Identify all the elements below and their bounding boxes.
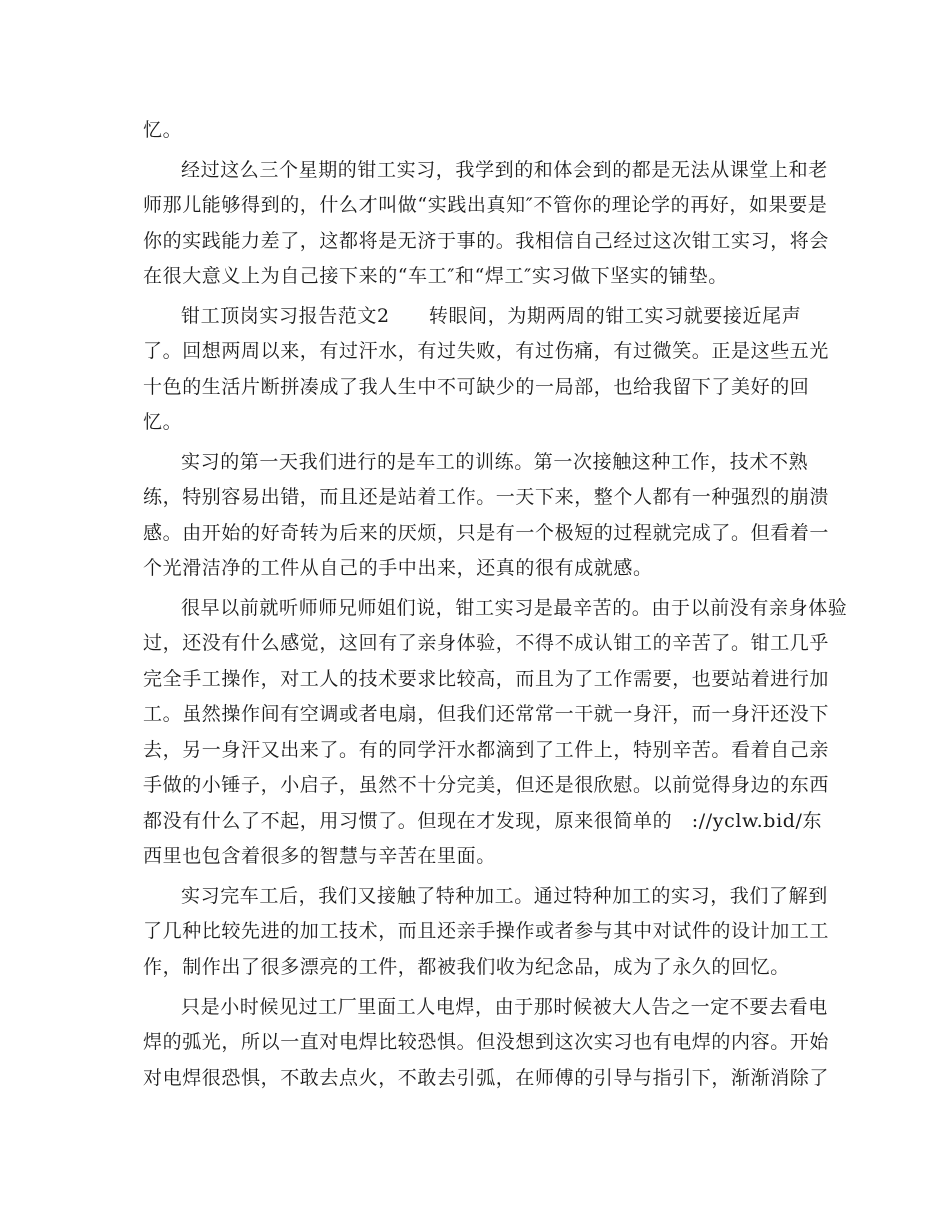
text-line: 你的实践能力差了，这都将是无济于事的。我相信自己经过这次钳工实习，将会 [143, 230, 830, 252]
text-line: 都没有什么了不起，用习惯了。但现在才发现，原来很简单的 ://yclw.bid/东 [143, 810, 823, 832]
paragraph-first-line: 经过这么三个星期的钳工实习，我学到的和体会到的都是无法从课堂上和老 [181, 159, 828, 181]
text-line: 十色的生活片断拼凑成了我人生中不可缺少的一局部，也给我留下了美好的回 [143, 376, 810, 398]
paragraph-first-line: 钳工顶岗实习报告范文2 转眼间，为期两周的钳工实习就要接近尾声 [181, 305, 802, 327]
text-line: 过，还没有什么感觉，这回有了亲身体验，不得不成认钳工的辛苦了。钳工几乎 [143, 632, 830, 654]
text-line: 手做的小锤子，小启子，虽然不十分完美，但还是很欣慰。以前觉得身边的东西 [143, 774, 830, 796]
text-line: 个光滑洁净的工件从自己的手中出来，还真的很有成就感。 [143, 557, 653, 579]
text-line: 去，另一身汗又出来了。有的同学汗水都滴到了工件上，特别辛苦。看着自己亲 [143, 739, 830, 761]
text-line: 作，制作出了很多漂亮的工件，都被我们收为纪念品，成为了永久的回忆。 [143, 956, 790, 978]
paragraph-first-line: 只是小时候见过工厂里面工人电焊，由于那时候被大人告之一定不要去看电 [181, 996, 828, 1018]
text-line: 师那儿能够得到的，什么才叫做“实践出真知″不管你的理论学的再好，如果要是 [143, 194, 828, 216]
text-line: 工。虽然操作间有空调或者电扇，但我们还常常一干就一身汗，而一身汗还没下 [143, 703, 830, 725]
text-line: 感。由开始的好奇转为后来的厌烦，只是有一个极短的过程就完成了。但看着一 [143, 522, 830, 544]
text-line: 完全手工操作，对工人的技术要求比较高，而且为了工作需要，也要站着进行加 [143, 668, 830, 690]
text-line: 西里也包含着很多的智慧与辛苦在里面。 [143, 845, 496, 867]
text-line: 了几种比较先进的加工技术，而且还亲手操作或者参与其中对试件的设计加工工 [143, 920, 830, 942]
paragraph-first-line: 实习的第一天我们进行的是车工的训练。第一次接触这种工作，技术不熟 [181, 451, 809, 473]
paragraph-first-line: 实习完车工后，我们又接触了特种加工。通过特种加工的实习，我们了解到 [181, 885, 828, 907]
text-line: 了。回想两周以来，有过汗水，有过失败，有过伤痛，有过微笑。正是这些五光 [143, 340, 830, 362]
text-line: 忆。 [143, 411, 183, 433]
paragraph-first-line: 很早以前就听师师兄师姐们说，钳工实习是最辛苦的。由于以前没有亲身体验 [181, 597, 848, 619]
text-line: 焊的弧光，所以一直对电焊比较恐惧。但没想到这次实习也有电焊的内容。开始 [143, 1031, 830, 1053]
text-line: 忆。 [143, 119, 183, 141]
text-line: 在很大意义上为自己接下来的“车工″和“焊工″实习做下坚实的铺垫。 [143, 265, 728, 287]
text-line: 练，特别容易出错，而且还是站着工作。一天下来，整个人都有一种强烈的崩溃 [143, 486, 830, 508]
text-line: 对电焊很恐惧，不敢去点火，不敢去引弧，在师傅的引导与指引下，渐渐消除了 [143, 1067, 830, 1089]
